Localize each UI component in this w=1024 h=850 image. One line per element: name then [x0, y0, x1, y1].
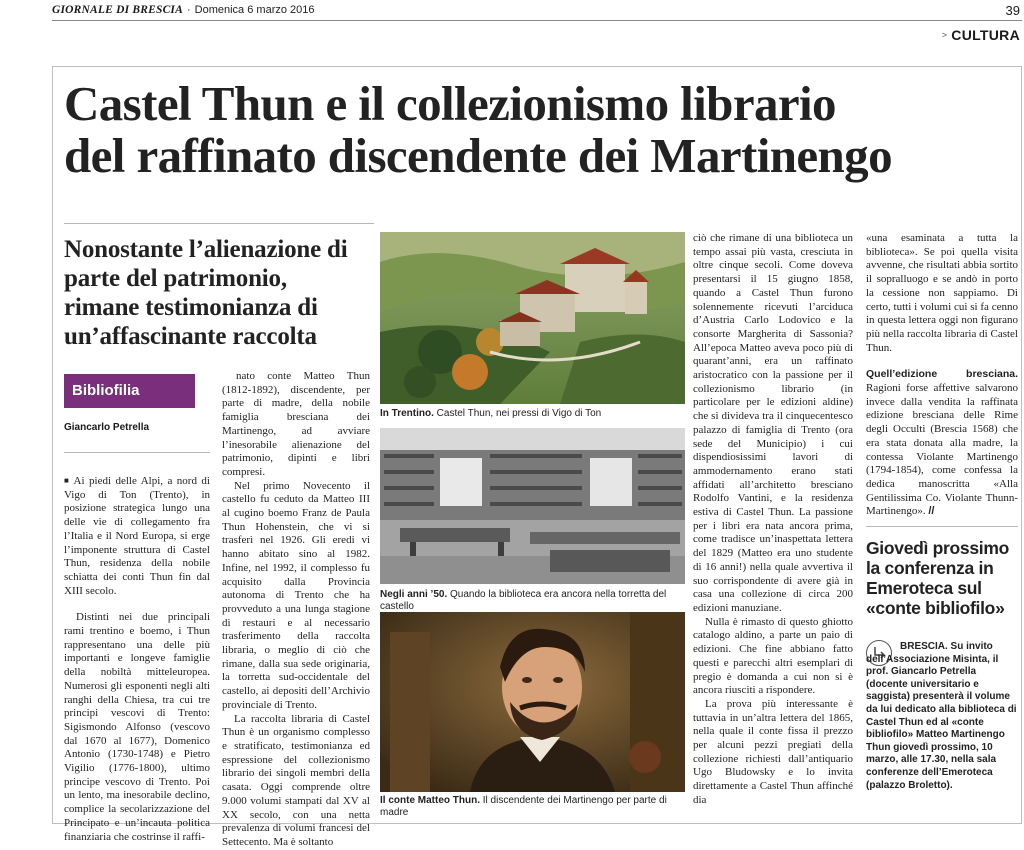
paragraph: Nel primo Novecento il castello fu ceduto da Matteo III al cugino boemo Franz de Paula Thun Hohenstein, che vi si trasferì nel 1926. Gli eredi vi hanno abitato sino al 1982. Infine, nel 1992, il complesso fu acquisito dalla Provincia autonoma di Trento che ha provveduto a una lunga stagione di restauri e al necessario trasferimento della raccolta libraria, o meglio di ciò che rimane, dalla sua sede originaria, la torretta sud-occidentale del castello, ai depositi dell’Archivio provinciale di Trento. — [222, 479, 370, 711]
paragraph: ciò che rimane di una biblioteca un tempo assai più vasta, cresciuta in oltre cinque secoli. Come doveva presentarsi il 15 giugno 1858, quando a Castel Thun furono solennemente ricevuti l’arciduca d’Austria Carlo Lodovico e la consorte Margherita di Sassonia? All’epoca Matteo aveva poco più di quarant’anni, era un raffinato aristocratico con la passione per il collezionismo librario (in particolare per le edizioni aldine) che si divideva tra il cinquecentesco palazzo di famiglia di Trento (ora sede del Municipio) i cui dispendiosissimi lavori di ammodernamento erano stati affidati all’architetto bresciano Rodolfo Vantini, e la residenza estiva di Castel Thun. La passione per i libri era nata ancora prima, come tradisce un’inaspettata lettera del 1829 (Matteo era uno studente di 16 anni!) nella quale avvertiva il suo corrispondente di avere già in casa una collezione di circa 200 edizioni manuziane. — [693, 232, 853, 614]
article-byline: Giancarlo Petrella — [64, 422, 150, 433]
paragraph: ■ Ai piedi delle Alpi, a nord di Vigo di Ton (Trento), in posizione strategica lungo una delle vie di collegamento fra l’Italia e il Nord Europa, si erge l’imponente struttura di Castel Thun, residenza della nobile schiatta dei conti Thun fin dal XIII secolo. — [64, 475, 210, 597]
byline-rule — [64, 452, 210, 453]
article-column-1 — [64, 474, 210, 844]
masthead — [52, 4, 1022, 20]
portrait-painting-photo — [380, 612, 685, 792]
category-tag: Bibliofilia — [64, 374, 195, 408]
paragraph: nato conte Matteo Thun (1812-1892), discendente, per parte di madre, della nobile famiglia bresciana dei Martinengo, ad avviare l’inesorabile alienazione del patrimonio, dipinti e libri compresi. — [222, 370, 370, 478]
masthead-separator: · — [186, 4, 191, 16]
section-arrow-icon: > — [941, 30, 948, 40]
photo-caption: Negli anni ’50. Quando la biblioteca era ancora nella torretta del castello — [380, 589, 667, 612]
article-subhead: Nonostante l’alienazione di parte del patrimonio, rimane testimonianza di un’affascinante raccolta — [64, 236, 348, 350]
article-column-5 — [866, 232, 1018, 519]
headline-line-2: del raffinato discendente dei Martinengo — [64, 128, 892, 183]
library-room-photo — [380, 428, 685, 584]
issue-date: Domenica 6 marzo 2016 — [194, 4, 315, 16]
page-number: 39 — [1005, 3, 1020, 18]
article-column-4 — [693, 232, 853, 808]
sidebar-rule — [866, 526, 1018, 527]
article-column-2 — [222, 370, 370, 850]
paragraph: La raccolta libraria di Castel Thun è un organismo complesso e stratificato, testimonianza ed espressione del collezionismo librario dei singoli membri della casata. Oggi comprende oltre 9.000 volumi stampati dal XV al XX secolo, con una netta prevalenza di volumi francesi del Settecento. Ma è soltanto — [222, 712, 370, 848]
sidebar-text: BRESCIA. Su invito dell’Associazione Misinta, il prof. Giancarlo Petrella (docente universitario e saggista) presenterà il volume da lui dedicato alla biblioteca di Castel Thun ed al «conte bibliofilo» Matteo Martinengo Thun giovedì prossimo, 10 marzo, alle 17.30, nella sala conferenze dell’Emeroteca (palazzo Broletto). — [866, 641, 1017, 791]
photo-caption: Il conte Matteo Thun. Il discendente dei Martinengo per parte di madre — [380, 795, 667, 818]
subhead-rule — [64, 223, 374, 224]
paragraph: Nulla è rimasto di questo ghiotto catalogo aldino, a parte un paio di edizioni. Che fine abbiano fatto questi e parecchi altri esemplari di pregio è domanda a cui non si è ancora riusciti a rispondere. — [693, 615, 853, 697]
photo-caption: In Trentino. Castel Thun, nei pressi di Vigo di Ton — [380, 408, 602, 419]
section-label — [942, 27, 1020, 43]
masthead-rule — [52, 20, 1022, 21]
section-name: CULTURA — [951, 27, 1020, 43]
paragraph: «una esaminata a tutta la biblioteca». Se poi quella visita avvenne, che risultati abbia sortito il sopralluogo e se andò in porto la cessione non sappiamo. Di certo, tutti i volumi cui si fa cenno in questa lettera oggi non figurano più nella raccolta libraria di Castel Thun. — [866, 232, 1018, 354]
castle-aerial-photo — [380, 232, 685, 404]
article-headline — [64, 78, 1014, 182]
paragraph: Distinti nei due principali rami trentino e boemo, i Thun rappresentano una delle più importanti e longeve famiglie della nobiltà mitteleuropea. Numerosi gli esponenti negli alti ranghi della Chiesa, tra cui tre principi vescovi di Trento: Sigismondo Alfonso (vescovo dal 1670 al 1677), Domenico Antonio (1730-1748) e Pietro Vigilio (1776-1800), ultimo principe vescovo di Trento. Poi un lento, ma inesorabile declino, complice la secolarizzazione del Principato e un’incauta politica finanziaria che costrinse il raffi- — [64, 611, 210, 843]
paragraph: Quell’edizione bresciana. Ragioni forse affettive salvarono invece dalla vendita la raffinata edizione bresciana delle Rime degli Occulti (Brescia 1568) che era stata donata alla madre, la contessa Violante Martinengo (1794-1854), come confessa la dedica manoscritta «Alla Gentilissima Co. Violante Thunn-Martinengo». // — [866, 368, 1018, 518]
sidebar-title: Giovedì prossimo la conferenza in Emeroteca sul «conte bibliofilo» — [866, 538, 1010, 618]
paragraph-lead: Quell’edizione bresciana. — [866, 368, 1018, 381]
paragraph: La prova più interessante è tuttavia in un’altra lettera del 1865, nella quale il conte fissa il prezzo per alcuni pezzi pregiati della collezione richiesti dall’antiquario Ugo Bludowsky e lo invita direttamente a Castel Thun affinché dia — [693, 697, 853, 806]
end-mark: // — [928, 505, 935, 518]
headline-line-1: Castel Thun e il collezionismo librario — [64, 76, 836, 131]
newspaper-name: GIORNALE DI BRESCIA — [52, 4, 183, 16]
paragraph-marker-icon: ■ — [64, 476, 71, 485]
